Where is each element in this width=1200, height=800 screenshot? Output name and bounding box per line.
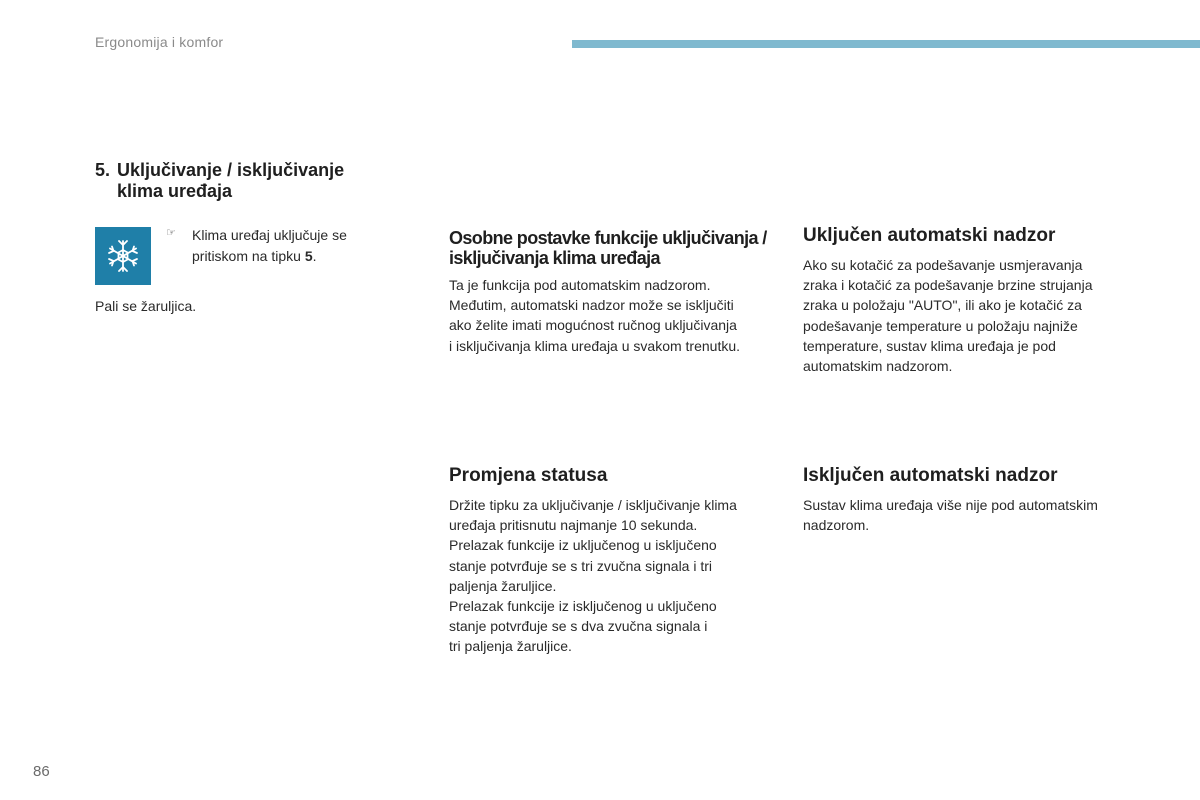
paragraph-line: podešavanje temperature u položaju najniže — [803, 317, 1078, 334]
paragraph-line: zraka u položaju "AUTO", ili ako je kotačić za — [803, 297, 1082, 314]
paragraph-line: ako želite imati mogućnost ručnog uključivanja — [449, 317, 737, 334]
status-change-heading: Promjena statusa — [449, 465, 608, 486]
paragraph-line: automatskim nadzorom. — [803, 358, 953, 375]
paragraph-line: tri paljenja žaruljice. — [449, 638, 572, 655]
bullet-text-line2: pritiskom na tipku 5. — [192, 248, 317, 264]
paragraph-line: temperature, sustav klima uređaja je pod — [803, 337, 1056, 354]
paragraph-line: stanje potvrđuje se s dva zvučna signala i — [449, 618, 708, 635]
section-number: 5. — [95, 160, 111, 180]
page-number: 86 — [33, 763, 50, 780]
personal-settings-heading — [449, 228, 789, 268]
paragraph-line: nadzorom. — [803, 517, 870, 534]
auto-control-on-body — [803, 255, 1163, 376]
auto-control-off-body — [803, 495, 1163, 535]
bullet-pointer-icon: ☞ — [166, 227, 176, 239]
paragraph-line: paljenja žaruljice. — [449, 577, 557, 594]
paragraph-line: Sustav klima uređaja više nije pod automatskim — [803, 497, 1098, 513]
snowflake-icon — [95, 227, 151, 285]
section-title-line2: klima uređaja — [117, 181, 233, 201]
paragraph-line: Prelazak funkcije iz uključenog u isključeno — [449, 537, 717, 554]
personal-settings-heading-line2: isključivanja klima uređaja — [449, 248, 660, 268]
auto-control-off-heading: Isključen automatski nadzor — [803, 465, 1058, 486]
running-header: Ergonomija i komfor — [95, 34, 224, 50]
personal-settings-body — [449, 275, 789, 356]
paragraph-line: Međutim, automatski nadzor može se isključiti — [449, 297, 734, 314]
lamp-note: Pali se žaruljica. — [95, 298, 197, 314]
header-accent-bar — [572, 40, 1200, 48]
paragraph-line: uređaja pritisnutu najmanje 10 sekunda. — [449, 517, 698, 534]
paragraph-line: stanje potvrđuje se s tri zvučna signala i tri — [449, 557, 713, 574]
section-title-line1: Uključivanje / isključivanje — [117, 160, 345, 180]
status-change-body — [449, 495, 789, 657]
bullet-text — [192, 225, 382, 267]
section-title — [95, 160, 344, 202]
auto-control-on-heading: Uključen automatski nadzor — [803, 225, 1056, 246]
paragraph-line: Ta je funkcija pod automatskim nadzorom. — [449, 277, 711, 293]
bullet-text-line1: Klima uređaj uključuje se — [192, 227, 347, 243]
button-number: 5 — [304, 248, 313, 264]
paragraph-line: Ako su kotačić za podešavanje usmjeravanja — [803, 257, 1083, 273]
personal-settings-heading-line1: Osobne postavke funkcije uključivanja / — [449, 228, 767, 248]
paragraph-line: zraka i kotačić za podešavanje brzine strujanja — [803, 277, 1093, 294]
paragraph-line: Prelazak funkcije iz isključenog u uključeno — [449, 598, 717, 615]
paragraph-line: Držite tipku za uključivanje / isključivanje klima — [449, 497, 737, 513]
paragraph-line: i isključivanja klima uređaja u svakom trenutku. — [449, 337, 741, 354]
